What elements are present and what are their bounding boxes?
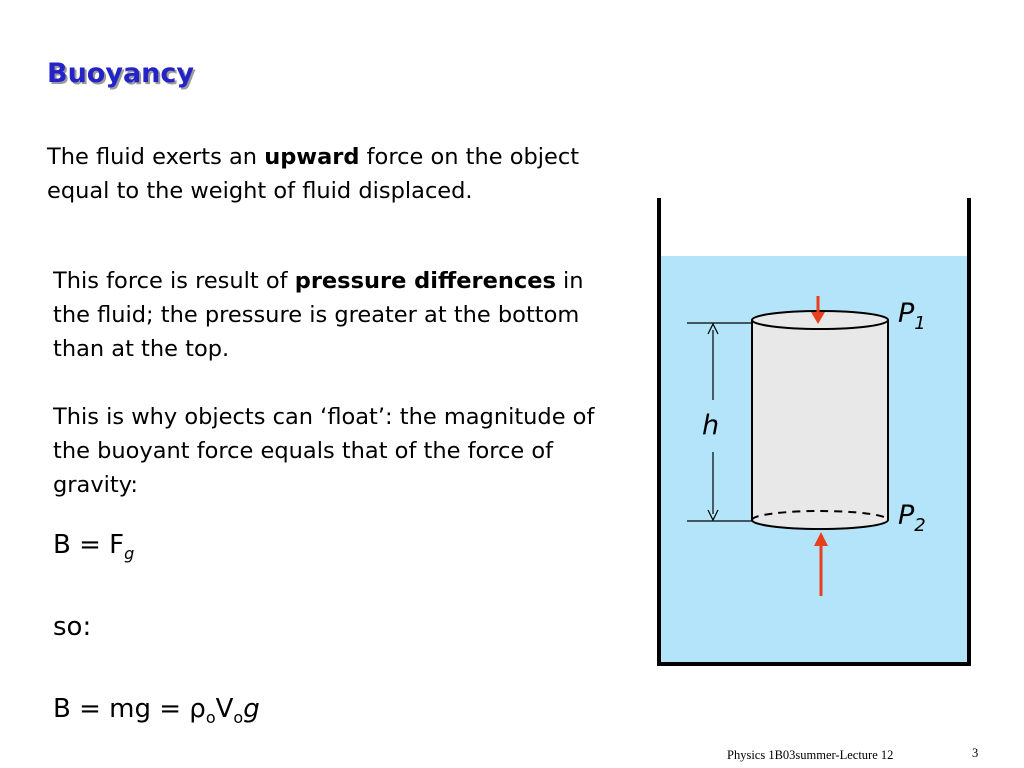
cylinder-body [752,320,888,529]
eq1-subscript: g [124,544,135,563]
p2-text-end: in the fluid; the pressure is greater at the bottom than at the top. [53,268,584,362]
slide-title: Buoyancy [47,58,194,89]
label-p1-letter: P [898,298,915,329]
eq3-subscript-2: o [233,708,244,727]
label-p2 [898,500,926,536]
paragraph-upward-force [47,140,587,208]
buoyancy-diagram [640,190,985,680]
p2-text-start: This force is result of [53,268,295,294]
footer-text: Physics 1B03summer-Lecture 12 [727,748,894,762]
label-p2-letter: P [898,500,915,531]
eq3-end: g [243,694,260,724]
label-height: h [702,410,720,441]
eq3-subscript-1: o [205,708,216,727]
eq3-volume: V [215,694,234,724]
p1-text-end: force on the object equal to the weight of fluid displaced. [47,144,580,204]
paragraph-float: This is why objects can ‘float’: the magnitude of the buoyant force equals that of the force of gravity: [53,404,595,498]
paragraph-pressure-differences [53,264,613,366]
p1-text-start: The fluid exerts an [47,144,265,170]
label-p2-subscript: 2 [914,515,926,536]
equation-b-equals-fg [53,530,134,563]
p2-bold-pressure: pressure differences [294,268,556,294]
page-number: 3 [972,746,979,760]
equation-b-mg [53,694,260,727]
p1-bold-upward: upward [264,144,360,170]
label-p1-subscript: 1 [914,313,926,334]
eq1-lhs: B = F [53,530,125,560]
eq3-lhs: B = mg = ρ [53,694,206,724]
equation-so: so: [53,612,92,642]
label-p1 [898,298,926,334]
